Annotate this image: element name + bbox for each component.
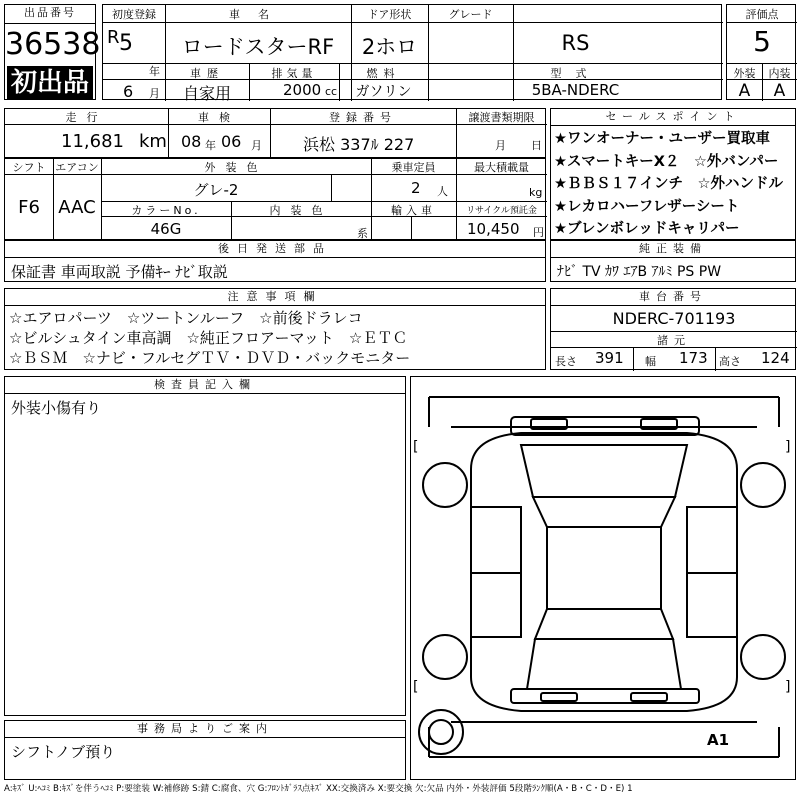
- first-reg-label: 初度登録: [112, 8, 156, 21]
- inspection-month-unit: 月: [251, 139, 262, 152]
- mileage-value: 11,681: [61, 131, 124, 152]
- grade-label: グレード: [448, 8, 493, 21]
- damage-diagram-box: [410, 376, 796, 780]
- sales-points-label: セールスポイント: [551, 109, 795, 126]
- exterior-score: A: [738, 81, 751, 101]
- width-value: 173: [679, 349, 708, 367]
- mileage-label: 走行: [65, 111, 108, 124]
- recycle-value: 10,450: [467, 220, 520, 238]
- inspection-year-unit: 年: [205, 139, 216, 152]
- row-mileage-box: [4, 108, 546, 158]
- notes-label: 注意事項欄: [5, 289, 545, 306]
- color-no-label: カラーNo.: [131, 204, 201, 217]
- reg-year-unit-visible: 年: [149, 65, 160, 78]
- inspector-label: 検査員記入欄: [5, 377, 405, 394]
- interior-color-unit: 系: [357, 227, 368, 240]
- score-value: 5: [753, 25, 771, 58]
- load-unit: kg: [529, 186, 543, 199]
- legend-text: A:ｷｽﾞ U:ﾍｺﾐ B:ｷｽﾞを伴うﾍｺﾐ P:要塗装 W:補修跡 S:錆 C:腐食、穴 G:ﾌﾛﾝﾄｶﾞﾗｽ点ｷｽﾞ XX:交換済み X:要交換 欠:欠品 内外・外装評価 5段階ﾗﾝｸ順(A・B・C・D・E) 1: [4, 784, 633, 794]
- grade-value: RS: [561, 31, 590, 55]
- chassis-value: NDERC-701193: [612, 309, 736, 328]
- notes-box: [4, 288, 546, 370]
- inspector-box: [4, 376, 406, 716]
- height-value: 124: [761, 349, 790, 367]
- score-label: 評価点: [745, 8, 779, 21]
- sales-point-line: ★スマートキーX２ ☆外バンパー: [554, 153, 779, 170]
- capacity-unit: 人: [437, 185, 448, 198]
- later-parts-value: 保証書 車両取説 予備ｷｰ ﾅﾋﾞ取説: [11, 263, 228, 281]
- import-label: 輸入車: [391, 204, 436, 217]
- score-box: [726, 4, 796, 100]
- diagram-bracket-right-bottom: ]: [785, 679, 791, 695]
- diagram-bracket-left-bottom: [: [413, 679, 419, 695]
- door-type: 2ホロ: [361, 35, 418, 59]
- dims-label: 諸元: [657, 334, 691, 347]
- note-line: ☆エアロパーツ ☆ツートンルーフ ☆前後ドラレコ: [9, 309, 363, 327]
- color-no-value: 46G: [150, 220, 182, 238]
- first-listing-badge: 初出品: [7, 66, 93, 100]
- displacement-label: 排気量: [271, 67, 317, 80]
- model-label: 型式: [550, 67, 601, 80]
- transfer-month-unit: 月: [495, 139, 506, 152]
- later-parts-box: [4, 240, 546, 282]
- damage-mark: A1: [707, 731, 730, 749]
- later-parts-label: 後日発送部品: [5, 241, 545, 258]
- capacity-value: 2: [411, 179, 421, 197]
- ac-value: AAC: [58, 197, 96, 218]
- door-label: ドア形状: [367, 8, 412, 21]
- reg-month-unit: 月: [149, 87, 160, 100]
- model-value: 5BA-NDERC: [531, 81, 620, 99]
- width-label: 幅: [645, 355, 656, 368]
- vehicle-header-box: [102, 4, 722, 103]
- car-diagram: [411, 377, 797, 781]
- inspection-year: 08: [181, 132, 202, 151]
- inspector-text: 外装小傷有り: [11, 399, 102, 417]
- reg-era: R: [107, 27, 120, 48]
- lot-header: 出品番号: [5, 5, 95, 24]
- recycle-label: リサイクル預託金: [466, 206, 537, 216]
- color-value: グレ-2: [193, 181, 239, 199]
- displacement-value: 2000: [283, 81, 322, 99]
- sales-point-line: ★レカロハーフレザーシート: [554, 198, 740, 215]
- genuine-equipment-label: 純正装備: [551, 241, 795, 258]
- sales-point-line: ★ブレンボレッドキャリパー: [554, 221, 740, 237]
- diagram-bracket-right-top: ]: [785, 439, 791, 455]
- length-label: 長さ: [555, 355, 577, 368]
- diagram-bracket-left-top: [: [413, 439, 419, 455]
- interior-label: 内装: [768, 67, 791, 80]
- note-line: ☆ビルシュタイン車高調 ☆純正フロアーマット ☆ＥＴＣ: [9, 329, 408, 347]
- fuel-value: ガソリン: [355, 84, 412, 100]
- length-value: 391: [595, 349, 624, 367]
- chassis-box: [550, 288, 796, 370]
- recycle-unit: 円: [533, 226, 544, 239]
- transfer-label: 譲渡書類期限: [468, 111, 535, 124]
- interior-color-label: 内装色: [269, 204, 333, 217]
- reg-month: 6: [123, 82, 134, 101]
- car-name: ロードスターRF: [181, 35, 335, 59]
- capacity-label: 乗車定員: [391, 161, 436, 174]
- inspection-label: 車検: [198, 111, 240, 124]
- fuel-label: 燃料: [366, 67, 401, 80]
- displacement-unit: cc: [325, 85, 338, 98]
- car-name-label: 車名: [229, 8, 287, 21]
- history-value: 自家用: [182, 84, 231, 103]
- exterior-label: 外装: [733, 67, 756, 80]
- shift-label: シフト: [12, 161, 46, 174]
- note-line: ☆ＢＳＭ ☆ナビ・フルセグＴＶ・ＤＶＤ・バックモニター: [9, 349, 411, 367]
- genuine-equipment-value: ﾅﾋﾞ TV ｶﾜ ｴｱB ｱﾙﾐ PS PW: [557, 264, 722, 280]
- shift-value: F6: [18, 197, 40, 218]
- office-text: シフトノブ預り: [11, 743, 116, 761]
- transfer-day-unit: 日: [531, 139, 542, 152]
- chassis-label: 車台番号: [551, 289, 795, 306]
- history-label: 車歴: [190, 67, 224, 80]
- genuine-equipment-box: [550, 240, 796, 282]
- plate-label: 登録番号: [329, 111, 397, 124]
- inspection-month: 06: [221, 132, 242, 151]
- lot-number: 36538: [5, 27, 101, 62]
- color-label: 外装色: [204, 161, 268, 174]
- load-label: 最大積載量: [474, 161, 529, 174]
- plate-value: 浜松 337ﾙ 227: [303, 135, 415, 154]
- office-box: [4, 720, 406, 780]
- ac-label: エアコン: [55, 161, 99, 174]
- mileage-unit: km: [139, 131, 167, 152]
- sales-points-box: [550, 108, 796, 240]
- row-spec-box: [4, 158, 546, 240]
- height-label: 高さ: [719, 355, 741, 368]
- interior-score: A: [773, 81, 786, 101]
- sales-point-line: ★ワンオーナー・ユーザー買取車: [554, 131, 770, 147]
- lot-box: [4, 4, 101, 100]
- office-label: 事務局よりご案内: [5, 721, 405, 738]
- reg-year: 5: [119, 31, 133, 56]
- sales-point-line: ★ＢＢＳ１７インチ ☆外ハンドル: [554, 176, 783, 192]
